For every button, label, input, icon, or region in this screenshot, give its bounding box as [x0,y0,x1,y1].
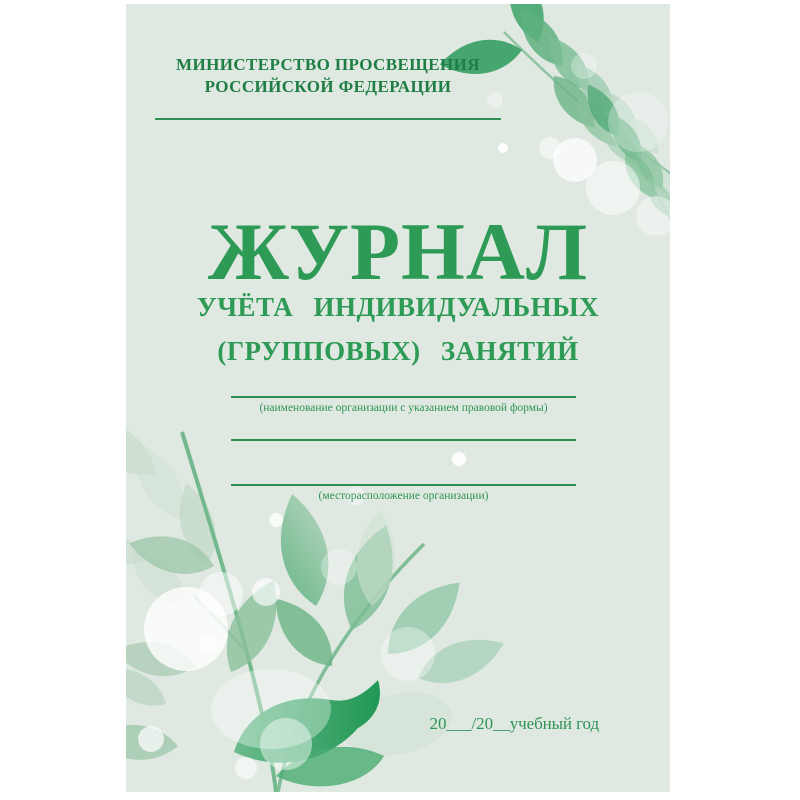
botanical-decoration [126,4,670,792]
journal-cover-page [126,4,670,792]
organization-location-blank-line [231,484,576,486]
header-underline [155,118,501,120]
organization-location-caption: (месторасположение организации) [318,490,489,502]
ministry-line-1: МИНИСТЕРСТВО ПРОСВЕЩЕНИЯ [176,55,480,74]
subtitle-line-1: УЧЁТА ИНДИВИДУАЛЬНЫХ [196,292,600,322]
subtitle-line-2: (ГРУППОВЫХ) ЗАНЯТИЙ [217,336,579,366]
organization-name-blank-line-2 [231,439,576,441]
page-title: ЖУРНАЛ [207,206,589,297]
organization-name-caption: (наименование организации с указанием правовой формы) [259,402,548,414]
ministry-line-2: РОССИЙСКОЙ ФЕДЕРАЦИИ [204,77,452,96]
organization-name-blank-line [231,396,576,398]
ministry-header [155,54,501,98]
school-year-line: 20___/20__учебный год [429,714,599,733]
